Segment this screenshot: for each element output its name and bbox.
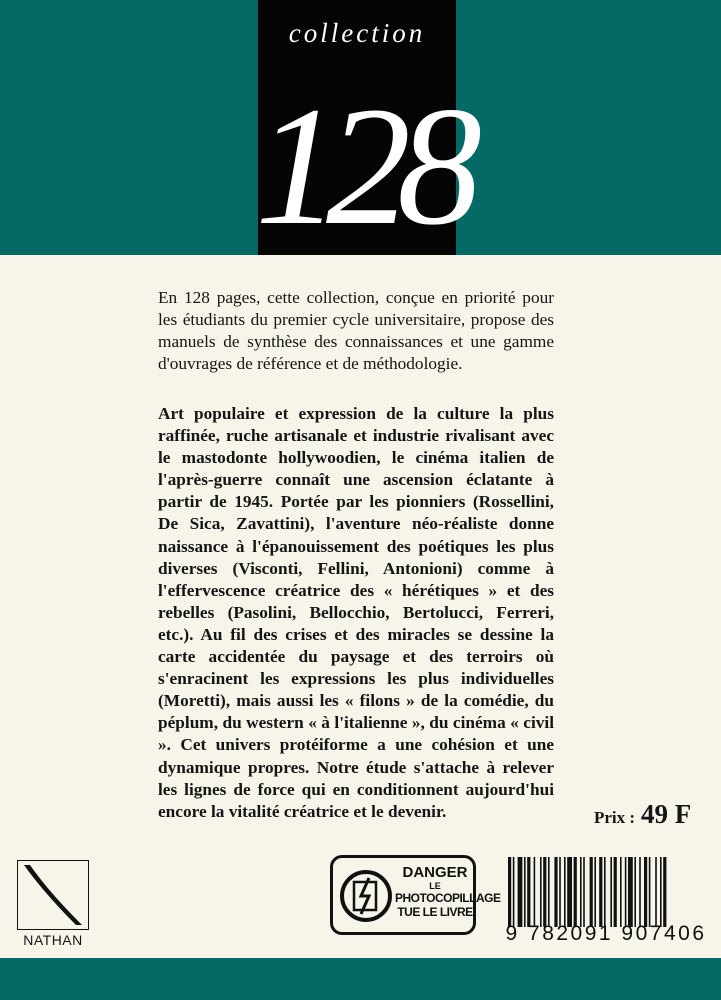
barcode-icon [508,857,711,927]
bottom-teal-band [0,958,721,1000]
danger-line-4: TUE LE LIVRE [397,905,473,919]
price-label: Prix : [594,808,636,827]
description-paragraph: Art populaire et expression de la culture la plus raffinée, ruche artisanale et industrie rivalisant avec le mastodonte hollywoodien, le cinéma italien de l'après-guerre connaît une ascension éclatante à partir de 1945. Portée par les pionniers (Rossellini, De Sica, Zavattini), l'aventure néo-réaliste donne naissance à l'épanouissement des poétiques les plus diverses (Visconti, Fellini, Antonioni) comme à l'effervescence créatrice des « hérétiques » et des rebelles (Pasolini, Bellocchio, Bertolucci, Ferreri, etc.). Au fil des crises et des miracles se dessine la carte accidentée du paysage et des terroirs où s'enracinent les expressions les plus individuelles (Moretti), mais aussi les « filons » de la comédie, du péplum, du western « à l'italienne », du cinéma « civil ». Cet univers protéiforme a une cohésion et une dynamique propres. Notre étude s'attache à relever les lignes de force qui en conditionnent aujourd'hui encore la vitalité créatrice et le devenir. [158,404,554,821]
price-value: 49 F [641,799,692,829]
danger-title: DANGER [402,864,468,881]
intro-paragraph: En 128 pages, cette collection, conçue en priorité pour les étudiants du premier cycle universitaire, propose des manuels de synthèse des connaissances et une gamme d'ouvrages de référence et de méthodologie. [158,288,554,373]
publisher-logo [17,860,89,948]
publisher-name: NATHAN [23,932,83,948]
danger-line-2: LE [429,881,441,891]
collection-word: collection [288,18,426,48]
collection-number: 128 [255,72,468,260]
danger-photocopy-badge [330,855,501,935]
barcode-digits: 9 782091 907406 [505,922,707,945]
nathan-logo-icon [17,860,89,930]
danger-line-3: PHOTOCOPILLAGE [395,891,501,905]
no-photocopy-icon [339,868,393,924]
